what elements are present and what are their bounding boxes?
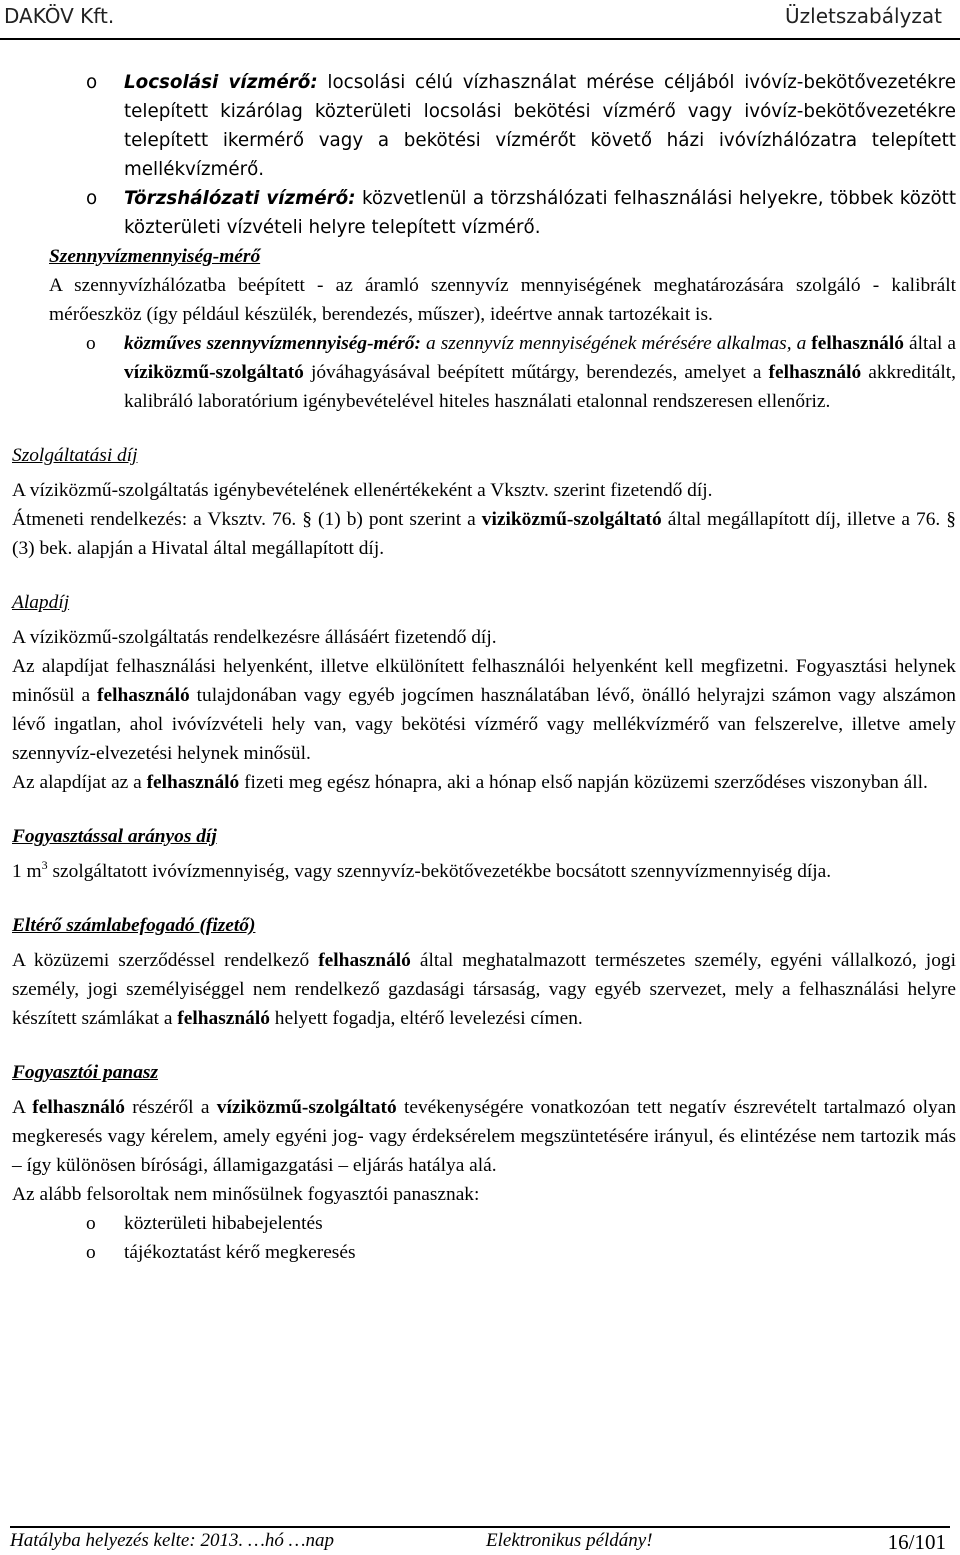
- page-header: [0, 0, 960, 42]
- list-item-locsolasi: [12, 68, 956, 184]
- bullet-marker: o: [86, 333, 96, 354]
- page-number: 16/101: [887, 1530, 946, 1554]
- text-span: tulajdonában vagy egyéb jogcímen használatában lévő, önálló helyrajzi számon vagy alszámon lévő ingatlan, ahol ivóvízvételi hely van, vagy bekötési vízmérő vagy mellékvízmérő van felszerelve, illetve amely szennyvíz-elvezetési helynek minősül.: [12, 685, 957, 764]
- text-span: fizeti meg egész hónapra, aki a hónap első napján közüzemi szerződéses viszonyban áll.: [239, 772, 928, 793]
- bold-term: felhasználó: [318, 950, 411, 971]
- effective-date: Hatályba helyezés kelte: 2013. …hó …nap: [10, 1530, 334, 1551]
- term-locsolasi: Locsolási vízmérő:: [124, 72, 318, 93]
- text-span: akkreditált, kalibráló laboratórium igénybevételével hiteles használati etalonnal rendszeresen ellenőriz.: [124, 362, 956, 412]
- document-title: Üzletszabályzat: [785, 4, 942, 28]
- heading-fogyasztoi-panasz: Fogyasztói panasz: [12, 1062, 158, 1083]
- text-span: Az alapdíjat felhasználási helyenként, illetve elkülönített felhasználói helyenként kell megfizetni. Fogyasztási helynek minősül a: [12, 656, 956, 706]
- list-item-hibabejelentes: [12, 1209, 956, 1238]
- paragraph-eltero-szamlabefogado: [12, 946, 956, 1033]
- bullet-marker: o: [86, 1242, 96, 1263]
- bullet-marker: o: [86, 188, 98, 209]
- bold-term: víziközmű-szolgáltató: [124, 362, 304, 383]
- list-item-kozmuves: [12, 329, 956, 416]
- text-span: szolgáltatott ivóvízmennyiség, vagy szennyvíz-bekötővezetékbe bocsátott szennyvízmennyiség díja.: [47, 861, 832, 882]
- bold-term: felhasználó: [811, 333, 904, 354]
- bold-term: felhasználó: [146, 772, 240, 793]
- bold-term: felhasználó: [97, 685, 190, 706]
- footer-divider: [10, 1526, 950, 1528]
- list-item-torzshalozati: [12, 184, 956, 242]
- company-name: DAKÖV Kft.: [4, 4, 115, 28]
- text-span: részéről a: [124, 1097, 217, 1118]
- list-item-tajekoztatas: [12, 1238, 956, 1267]
- text-span: A: [12, 1097, 33, 1118]
- paragraph-nem-minosulnek: Az alább felsoroltak nem minősülnek fogyasztói panasznak:: [12, 1184, 480, 1205]
- text-span: A közüzemi szerződéssel rendelkező: [12, 950, 319, 971]
- text-span: által megállapított díj, illetve a 76. § (3) bek. alapján a Hivatal által megállapított díj.: [12, 509, 956, 559]
- bullet-marker: o: [86, 1213, 96, 1234]
- heading-alapdij: Alapdíj: [12, 592, 70, 613]
- text-span: által meghatalmazott természetes személy, egyéni vállalkozó, jogi személy, jogi személyiséggel nem rendelkező gazdasági társaság, vagy egyéb szervezet, mely a felhasználási helyre készített számlákat a: [12, 950, 956, 1029]
- bold-term: felhasználó: [768, 362, 862, 383]
- heading-fogyasztassal-aranyos: Fogyasztással arányos díj: [12, 826, 217, 847]
- definition-text: locsolási célú vízhasználat mérése céljából ivóvíz-bekötővezetékre telepített kizárólag közterületi locsolási bekötési vízmérő vagy ivóvíz-bekötővezetékre telepített ikermérő vagy a bekötési vízmérőt követő házi ivóvízhálózatra telepített mellékvízmérő.: [124, 72, 956, 180]
- text-span: a szennyvíz mennyiségének mérésére alkalmas, a: [420, 333, 812, 354]
- paragraph-fogyasztoi-panasz: [12, 1093, 956, 1180]
- heading-eltero-szamlabefogado: Eltérő számlabefogadó (fizető): [12, 915, 256, 936]
- text-span: helyett fogadja, eltérő levelezési címen.: [269, 1008, 583, 1029]
- paragraph-alapdij-fizeti: [12, 768, 956, 797]
- header-divider: [0, 38, 960, 40]
- text-span: jóváhagyásával beépített műtárgy, berendezés, amelyet a: [303, 362, 769, 383]
- list-item-text: tájékoztatást kérő megkeresés: [124, 1242, 356, 1263]
- paragraph-atmeneti: [12, 505, 956, 563]
- paragraph-alapdij-helyenkent: [12, 652, 956, 768]
- superscript: 3: [41, 858, 48, 872]
- paragraph-alapdij-def: A víziközmű-szolgáltatás rendelkezésre állásáért fizetendő díj.: [12, 627, 497, 648]
- text-span: tevékenységére vonatkozóan tett negatív észrevételt tartalmazó olyan megkeresés vagy kérelem, amely egyéni jog- vagy érdeksérelem megszüntetésére irányul, és elintézése nem tartozik más – így különösen bírósági, államigazgatási – eljárás hatálya alá.: [12, 1097, 957, 1176]
- bullet-marker: o: [86, 72, 98, 93]
- subheading-szennyvizmennyiseg: Szennyvízmennyiség-mérő: [49, 246, 261, 267]
- page-footer: [0, 1518, 960, 1552]
- bold-term: víziközmű-szolgáltató: [216, 1097, 397, 1118]
- text-span: által a: [903, 333, 956, 354]
- document-body: [12, 68, 956, 1267]
- text-span: Átmeneti rendelkezés: a Vksztv. 76. § (1) b) pont szerint a: [12, 509, 482, 530]
- heading-szolgaltatasi-dij: Szolgáltatási díj: [12, 445, 138, 466]
- text-span: Az alapdíjat az a: [12, 772, 147, 793]
- text-span: 1 m: [12, 861, 42, 882]
- bold-term: felhasználó: [177, 1008, 270, 1029]
- paragraph-fogyasztassal-aranyos: [12, 857, 956, 886]
- term-torzshalozati: Törzshálózati vízmérő:: [124, 188, 356, 209]
- bold-term: viziközmű-szolgáltató: [481, 509, 662, 530]
- bold-term: felhasználó: [32, 1097, 125, 1118]
- electronic-copy-note: Elektronikus példány!: [486, 1530, 653, 1551]
- term-kozmuves: közműves szennyvízmennyiség-mérő:: [124, 333, 421, 354]
- paragraph-szennyvizmennyiseg: A szennyvízhálózatba beépített - az áramló szennyvíz mennyiségének meghatározására szolgáló - kalibrált mérőeszköz (így például készülék, berendezés, műszer), ideértve annak tartozékait is.: [49, 275, 956, 325]
- list-item-text: közterületi hibabejelentés: [124, 1213, 323, 1234]
- paragraph-szolgaltatasi-dij: A víziközmű-szolgáltatás igénybevételének ellenértékeként a Vksztv. szerint fizetendő díj.: [12, 480, 713, 501]
- definition-text: közvetlenül a törzshálózati felhasználási helyekre, többek között közterületi vízvételi helyre telepített vízmérő.: [124, 188, 957, 238]
